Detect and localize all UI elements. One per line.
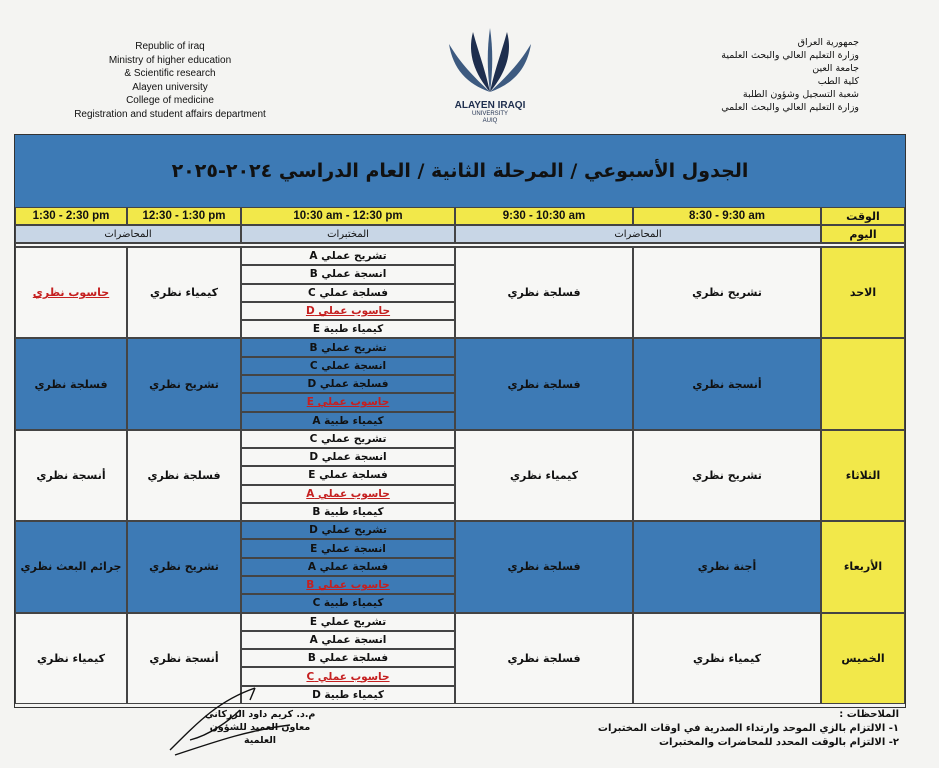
lab-cell: كيمياء طبية D [241, 686, 455, 704]
time-slot-header: 1:30 - 2:30 pm [15, 207, 127, 225]
slot-cell: جرائم البعث نظري [15, 521, 127, 612]
lab-cell: كيمياء طبية B [241, 503, 455, 521]
slot-cell: كيمياء نظري [127, 247, 241, 338]
slot-cell: تشريح نظري [633, 247, 821, 338]
slot-cell: كيمياء نظري [633, 613, 821, 704]
lab-cell: تشريح عملي E [241, 613, 455, 631]
lab-cell: فسلجة عملي C [241, 284, 455, 302]
lab-cell: انسجة عملي C [241, 357, 455, 375]
spacer-row [15, 243, 905, 247]
notes-title: الملاحظات : [839, 709, 899, 720]
slot-cell: فسلجة نظري [455, 521, 633, 612]
logo-sub: UNIVERSITY [471, 111, 508, 117]
time-slot-header: 9:30 - 10:30 am [455, 207, 633, 225]
slot-cell: حاسوب نظري [15, 247, 127, 338]
slot-cell: فسلجة نظري [455, 338, 633, 429]
header-en-line: & Scientific research [124, 68, 216, 79]
lab-cell: كيمياء طبية C [241, 594, 455, 612]
lab-cell: حاسوب عملي C [241, 667, 455, 685]
time-label-cell: الوقت [821, 207, 905, 225]
day-name-cell [821, 338, 905, 429]
header-arabic [639, 36, 859, 114]
university-logo [440, 24, 540, 134]
header-en-line: Republic of iraq [135, 41, 205, 52]
day-name-cell: الخميس [821, 613, 905, 704]
day-name-cell: الثلاثاء [821, 430, 905, 521]
lab-cell: فسلجة عملي A [241, 558, 455, 576]
time-slot-header: 12:30 - 1:30 pm [127, 207, 241, 225]
lab-cell: تشريح عملي A [241, 247, 455, 265]
header-ar-line: شعبة التسجيل وشؤون الطلبة [742, 89, 859, 100]
lab-cell: حاسوب عملي A [241, 485, 455, 503]
day-label-cell: اليوم [821, 225, 905, 243]
lab-cell: انسجة عملي E [241, 539, 455, 557]
slot-cell: تشريح نظري [127, 521, 241, 612]
slot-cell: فسلجة نظري [15, 338, 127, 429]
header-en-line: Ministry of higher education [108, 54, 232, 66]
signature-block [200, 708, 320, 747]
slot-cell: أجنة نظري [633, 521, 821, 612]
notes [559, 708, 899, 750]
lab-cell: فسلجة عملي E [241, 466, 455, 484]
slot-cell: تشريح نظري [633, 430, 821, 521]
header-ar-line: جمهورية العراق [797, 37, 859, 48]
slot-cell: تشريح نظري [127, 338, 241, 429]
header-en-line: Alayen university [132, 81, 208, 93]
header-english [60, 40, 280, 121]
header-en-line: College of medicine [126, 95, 214, 106]
lab-cell: كيمياء طبية A [241, 412, 455, 430]
lab-cell: كيمياء طبية E [241, 320, 455, 338]
slot-cell: فسلجة نظري [455, 247, 633, 338]
lab-cell: تشريح عملي D [241, 521, 455, 539]
lectures-header: المحاضرات [455, 225, 821, 243]
header-ar-line: كلية الطب [817, 76, 859, 87]
lab-cell: حاسوب عملي B [241, 576, 455, 594]
header-ar-line: جامعة العين [812, 63, 859, 74]
lab-cell: انسجة عملي D [241, 448, 455, 466]
header-ar-line: وزارة التعليم العالي والبحث العلمية [721, 50, 859, 61]
lotus-logo-icon [445, 24, 535, 94]
lab-cell: فسلجة عملي D [241, 375, 455, 393]
lectures-header: المحاضرات [15, 225, 241, 243]
time-slot-header: 10:30 am - 12:30 pm [241, 207, 455, 225]
labs-header: المختبرات [241, 225, 455, 243]
time-slot-header: 8:30 - 9:30 am [633, 207, 821, 225]
weekly-schedule-table [14, 134, 906, 708]
header-ar-line: وزارة التعليم العالي والبحث العلمي [721, 102, 859, 113]
slot-cell: فسلجة نظري [455, 613, 633, 704]
lab-cell: انسجة عملي B [241, 265, 455, 283]
lab-cell: تشريح عملي B [241, 338, 455, 356]
signature-role: معاون العميد للشؤون العلمية [209, 722, 311, 746]
day-name-cell: الاحد [821, 247, 905, 338]
schedule-title: الجدول الأسبوعي / المرحلة الثانية / العام الدراسي ٢٠٢٤-٢٠٢٥ [15, 135, 905, 208]
signature-name: م.د. كريم داود الزركاني [204, 709, 316, 720]
note-item: ٢- الالتزام بالوقت المحدد للمحاضرات والمختبرات [658, 737, 899, 748]
lab-cell: فسلجة عملي B [241, 649, 455, 667]
slot-cell: كيمياء نظري [15, 613, 127, 704]
lab-cell: تشريح عملي C [241, 430, 455, 448]
slot-cell: فسلجة نظري [127, 430, 241, 521]
slot-cell: أنسجة نظري [15, 430, 127, 521]
lab-cell: انسجة عملي A [241, 631, 455, 649]
lab-cell: حاسوب عملي E [241, 393, 455, 411]
lab-cell: حاسوب عملي D [241, 302, 455, 320]
day-name-cell: الأربعاء [821, 521, 905, 612]
note-item: ١- الالتزام بالزي الموحد وارتداء الصدرية في اوقات المختبرات [597, 723, 899, 734]
logo-sub: AUIQ [482, 118, 498, 124]
slot-cell: أنسجة نظري [127, 613, 241, 704]
logo-name: ALAYEN IRAQI [454, 100, 526, 111]
slot-cell: كيمياء نظري [455, 430, 633, 521]
header-en-line: Registration and student affairs department [74, 108, 266, 120]
slot-cell: أنسجة نظري [633, 338, 821, 429]
